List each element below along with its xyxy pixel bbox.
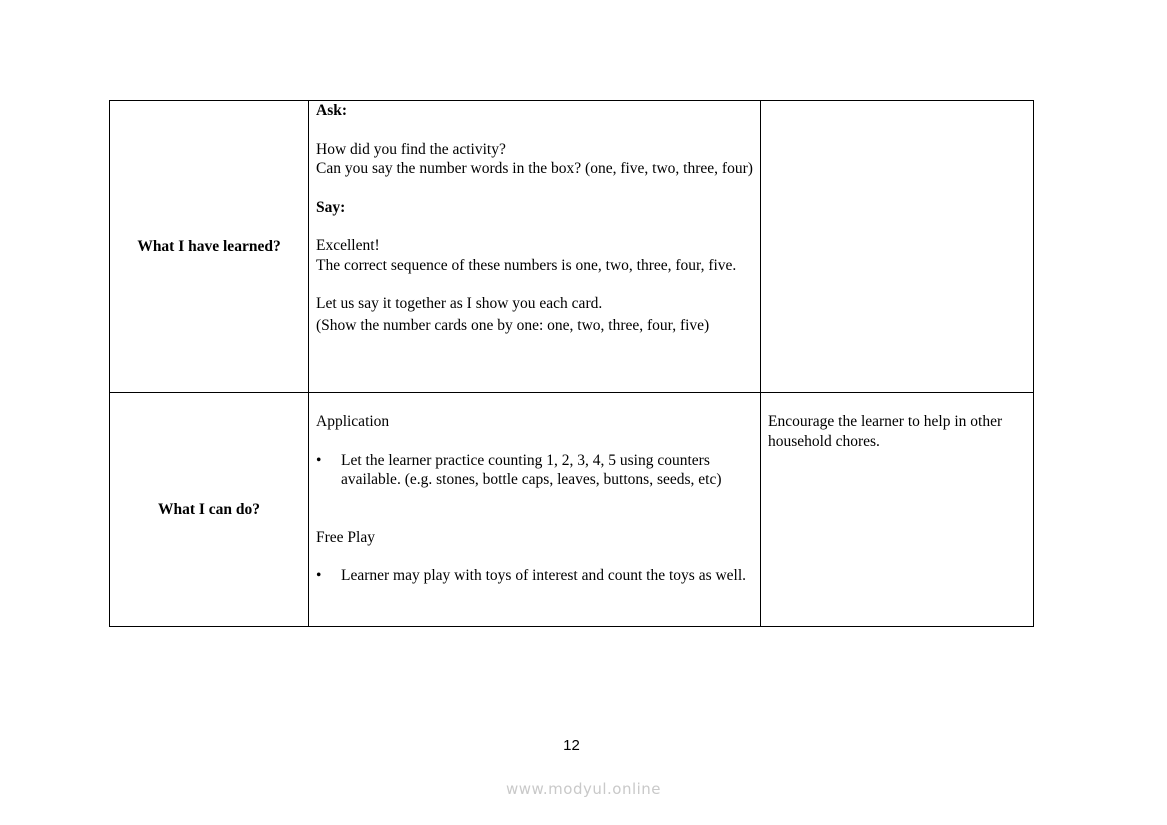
say-heading: Say: [316,198,346,216]
application-list [316,451,753,490]
content-cell-what-i-can-do [309,393,761,627]
free-play-list [316,566,753,586]
content-cell-what-i-have-learned [309,101,761,393]
notes-cell-what-i-have-learned [761,101,1034,393]
notes-text: Encourage the learner to help in other household chores. [768,413,1003,450]
bullet-icon: • [316,567,322,584]
watermark: www.modyul.online [505,780,662,798]
application-heading: Application [316,413,390,430]
free-play-heading: Free Play [316,528,375,546]
free-play-bullet-text: Learner may play with toys of interest and count the toys as well. [341,567,747,584]
ask-heading: Ask: [316,102,348,119]
ask-question-2: Can you say the number words in the box? (one, five, two, three, four) [316,160,753,177]
application-bullet-text: Let the learner practice counting 1, 2, 3, 4, 5 using counters available. (e.g. stones, bottle caps, leaves, buttons, seeds, etc) [341,451,722,488]
table-row [110,393,1034,627]
ask-question-1: How did you find the activity? [316,140,506,158]
say-line-4: (Show the number cards one by one: one, two, three, four, five) [316,316,710,334]
say-line-2: The correct sequence of these numbers is one, two, three, four, five. [316,256,737,274]
notes-cell-what-i-can-do [761,393,1034,627]
list-item [316,451,753,490]
lesson-table [109,100,1034,627]
page-number: 12 [563,737,580,754]
bullet-icon: • [316,451,322,469]
row-label-what-i-can-do: What I can do? [110,393,309,627]
row-label-what-i-have-learned: What I have learned? [110,101,309,393]
table-row [110,101,1034,393]
say-line-1: Excellent! [316,237,380,254]
list-item [316,566,753,586]
say-line-3: Let us say it together as I show you each card. [316,295,603,312]
